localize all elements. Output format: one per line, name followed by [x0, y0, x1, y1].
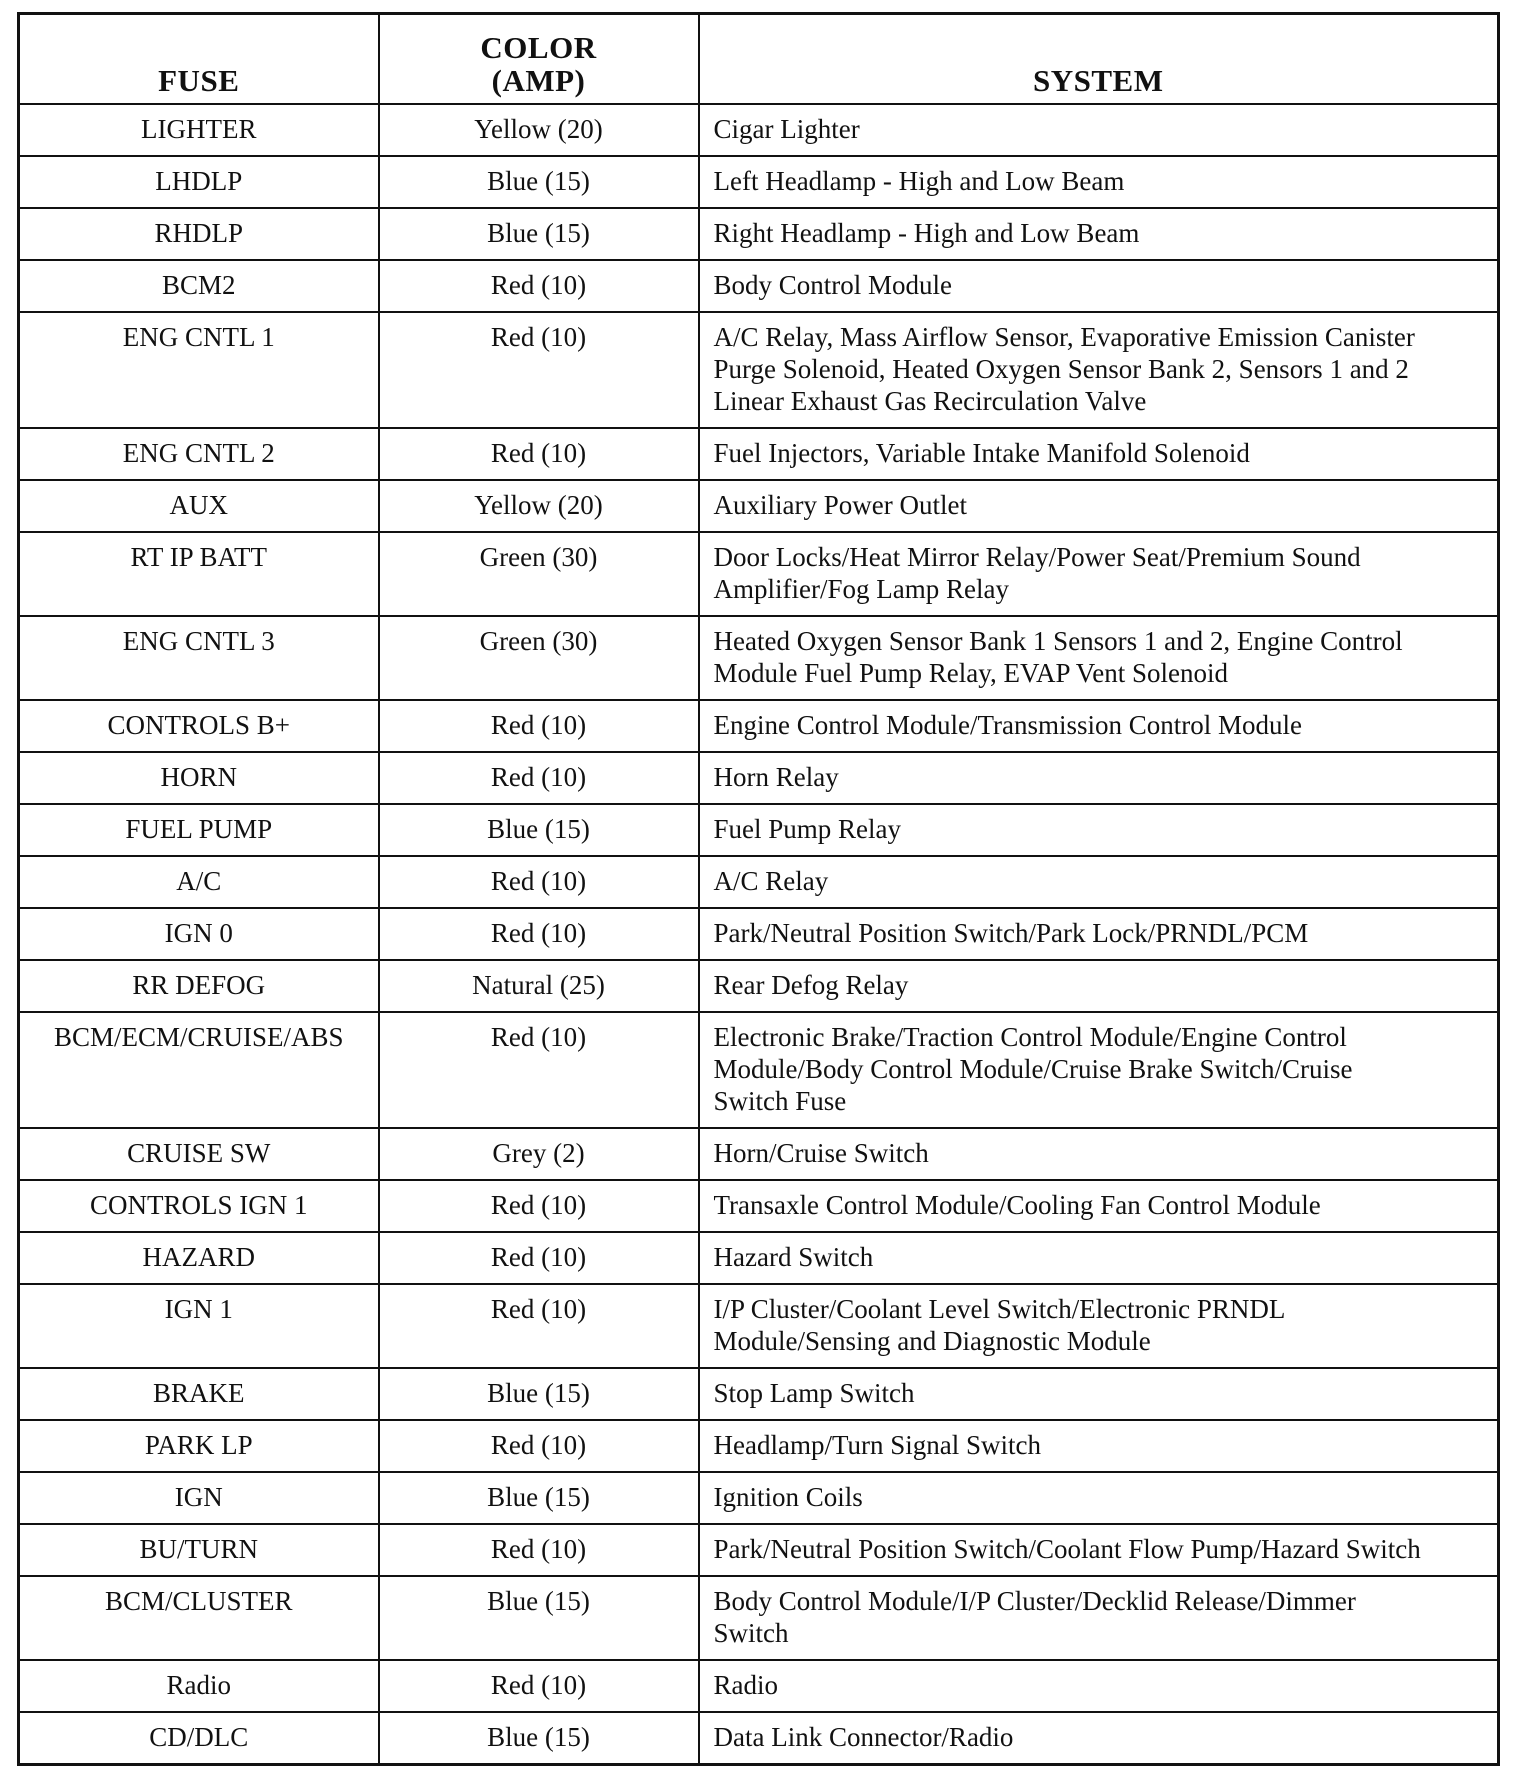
fuse-name-cell: BCM/ECM/CRUISE/ABS — [19, 1012, 379, 1128]
system-line: Linear Exhaust Gas Recirculation Valve — [713, 386, 1147, 416]
header-color-line1: COLOR — [480, 30, 597, 65]
fuse-system-cell — [699, 156, 1499, 208]
header-row — [19, 14, 1499, 105]
fuse-color-amp-cell: Green (30) — [379, 616, 699, 700]
fuse-color-amp-cell: Red (10) — [379, 752, 699, 804]
fuse-name-cell: ENG CNTL 1 — [19, 312, 379, 428]
table-row — [19, 1420, 1499, 1472]
fuse-color-amp-cell: Red (10) — [379, 1284, 699, 1368]
fuse-name-cell: HAZARD — [19, 1232, 379, 1284]
fuse-color-amp-cell: Blue (15) — [379, 156, 699, 208]
fuse-system-cell — [699, 1012, 1499, 1128]
system-line: Door Locks/Heat Mirror Relay/Power Seat/Premium Sound — [713, 542, 1361, 572]
fuse-system-cell — [699, 1284, 1499, 1368]
table-row — [19, 1284, 1499, 1368]
table-row — [19, 700, 1499, 752]
fuse-name-cell: FUEL PUMP — [19, 804, 379, 856]
table-row — [19, 1712, 1499, 1765]
table-row — [19, 104, 1499, 156]
table-row — [19, 908, 1499, 960]
fuse-system-cell — [699, 908, 1499, 960]
fuse-system-cell — [699, 616, 1499, 700]
table-row — [19, 804, 1499, 856]
system-line: Right Headlamp - High and Low Beam — [713, 218, 1140, 248]
fuse-name-cell: AUX — [19, 480, 379, 532]
fuse-system-cell — [699, 1472, 1499, 1524]
table-row — [19, 1472, 1499, 1524]
fuse-color-amp-cell: Red (10) — [379, 1660, 699, 1712]
system-line: Ignition Coils — [713, 1482, 863, 1512]
table-row — [19, 1524, 1499, 1576]
fuse-system-cell — [699, 532, 1499, 616]
table-row — [19, 1232, 1499, 1284]
system-line: Hazard Switch — [713, 1242, 874, 1272]
system-line: Module/Sensing and Diagnostic Module — [713, 1326, 1151, 1356]
fuse-name-cell: RR DEFOG — [19, 960, 379, 1012]
fuse-name-cell: LIGHTER — [19, 104, 379, 156]
fuse-system-cell — [699, 1576, 1499, 1660]
fuse-name-cell: ENG CNTL 2 — [19, 428, 379, 480]
table-row — [19, 1660, 1499, 1712]
system-line: Body Control Module — [713, 270, 953, 300]
system-line: Body Control Module/I/P Cluster/Decklid Release/Dimmer — [713, 1586, 1356, 1616]
fuse-name-cell: BU/TURN — [19, 1524, 379, 1576]
table-header — [19, 14, 1499, 105]
fuse-system-cell — [699, 1128, 1499, 1180]
fuse-system-cell — [699, 1660, 1499, 1712]
system-line: Switch — [713, 1618, 789, 1648]
system-line: I/P Cluster/Coolant Level Switch/Electronic PRNDL — [713, 1294, 1286, 1324]
table-row — [19, 1012, 1499, 1128]
table-row — [19, 428, 1499, 480]
system-line: Amplifier/Fog Lamp Relay — [713, 574, 1009, 604]
fuse-system-cell — [699, 1420, 1499, 1472]
table-row — [19, 1576, 1499, 1660]
fuse-system-cell — [699, 104, 1499, 156]
fuse-system-cell — [699, 1524, 1499, 1576]
fuse-name-cell: BRAKE — [19, 1368, 379, 1420]
table-row — [19, 752, 1499, 804]
fuse-table — [17, 12, 1500, 1766]
table-row — [19, 312, 1499, 428]
system-line: Headlamp/Turn Signal Switch — [713, 1430, 1041, 1460]
fuse-name-cell: HORN — [19, 752, 379, 804]
fuse-color-amp-cell: Grey (2) — [379, 1128, 699, 1180]
fuse-name-cell: RT IP BATT — [19, 532, 379, 616]
fuse-color-amp-cell: Red (10) — [379, 1232, 699, 1284]
system-line: Horn Relay — [713, 762, 839, 792]
fuse-name-cell: CONTROLS B+ — [19, 700, 379, 752]
fuse-color-amp-cell: Blue (15) — [379, 1712, 699, 1765]
fuse-color-amp-cell: Green (30) — [379, 532, 699, 616]
system-line: A/C Relay, Mass Airflow Sensor, Evaporative Emission Canister — [713, 322, 1415, 352]
system-line: Purge Solenoid, Heated Oxygen Sensor Bank 2, Sensors 1 and 2 — [713, 354, 1409, 384]
fuse-name-cell: IGN — [19, 1472, 379, 1524]
system-line: Park/Neutral Position Switch/Park Lock/PRNDL/PCM — [713, 918, 1309, 948]
system-line: Engine Control Module/Transmission Control Module — [713, 710, 1303, 740]
system-line: Horn/Cruise Switch — [713, 1138, 929, 1168]
system-line: Heated Oxygen Sensor Bank 1 Sensors 1 and 2, Engine Control — [713, 626, 1403, 656]
table-row — [19, 156, 1499, 208]
fuse-name-cell: RHDLP — [19, 208, 379, 260]
fuse-name-cell: LHDLP — [19, 156, 379, 208]
fuse-color-amp-cell: Natural (25) — [379, 960, 699, 1012]
fuse-color-amp-cell: Blue (15) — [379, 1576, 699, 1660]
system-line: Stop Lamp Switch — [713, 1378, 915, 1408]
system-line: Module Fuel Pump Relay, EVAP Vent Solenoid — [713, 658, 1229, 688]
fuse-name-cell: Radio — [19, 1660, 379, 1712]
fuse-name-cell: CONTROLS IGN 1 — [19, 1180, 379, 1232]
fuse-system-cell — [699, 752, 1499, 804]
fuse-color-amp-cell: Red (10) — [379, 908, 699, 960]
fuse-color-amp-cell: Yellow (20) — [379, 480, 699, 532]
system-line: Fuel Pump Relay — [713, 814, 901, 844]
fuse-name-cell: BCM/CLUSTER — [19, 1576, 379, 1660]
fuse-system-cell — [699, 1368, 1499, 1420]
system-line: Park/Neutral Position Switch/Coolant Flow Pump/Hazard Switch — [713, 1534, 1421, 1564]
system-line: Switch Fuse — [713, 1086, 847, 1116]
fuse-system-cell — [699, 260, 1499, 312]
table-row — [19, 532, 1499, 616]
table-row — [19, 616, 1499, 700]
header-color-line2: (AMP) — [491, 63, 586, 98]
fuse-system-cell — [699, 1180, 1499, 1232]
table-row — [19, 1368, 1499, 1420]
table-row — [19, 260, 1499, 312]
fuse-system-cell — [699, 428, 1499, 480]
fuse-color-amp-cell: Blue (15) — [379, 804, 699, 856]
fuse-system-cell — [699, 1712, 1499, 1765]
system-line: Rear Defog Relay — [713, 970, 909, 1000]
fuse-name-cell: IGN 1 — [19, 1284, 379, 1368]
fuse-color-amp-cell: Red (10) — [379, 428, 699, 480]
fuse-system-cell — [699, 700, 1499, 752]
system-line: A/C Relay — [713, 866, 829, 896]
fuse-color-amp-cell: Blue (15) — [379, 208, 699, 260]
system-line: Left Headlamp - High and Low Beam — [713, 166, 1125, 196]
table-row — [19, 208, 1499, 260]
header-fuse: FUSE — [19, 14, 379, 105]
fuse-name-cell: A/C — [19, 856, 379, 908]
fuse-system-cell — [699, 804, 1499, 856]
fuse-name-cell: ENG CNTL 3 — [19, 616, 379, 700]
system-line: Auxiliary Power Outlet — [713, 490, 967, 520]
fuse-system-cell — [699, 1232, 1499, 1284]
fuse-name-cell: IGN 0 — [19, 908, 379, 960]
fuse-name-cell: PARK LP — [19, 1420, 379, 1472]
system-line: Data Link Connector/Radio — [713, 1722, 1014, 1752]
fuse-name-cell: BCM2 — [19, 260, 379, 312]
table-row — [19, 1180, 1499, 1232]
fuse-system-cell — [699, 856, 1499, 908]
system-line: Electronic Brake/Traction Control Module/Engine Control — [713, 1022, 1347, 1052]
fuse-color-amp-cell: Blue (15) — [379, 1472, 699, 1524]
fuse-system-cell — [699, 480, 1499, 532]
fuse-color-amp-cell: Red (10) — [379, 1180, 699, 1232]
fuse-color-amp-cell: Red (10) — [379, 1524, 699, 1576]
header-system: SYSTEM — [699, 14, 1499, 105]
fuse-name-cell: CD/DLC — [19, 1712, 379, 1765]
fuse-color-amp-cell: Red (10) — [379, 312, 699, 428]
table-row — [19, 1128, 1499, 1180]
system-line: Transaxle Control Module/Cooling Fan Control Module — [713, 1190, 1321, 1220]
fuse-system-cell — [699, 208, 1499, 260]
system-line: Cigar Lighter — [713, 114, 860, 144]
fuse-color-amp-cell: Red (10) — [379, 700, 699, 752]
system-line: Fuel Injectors, Variable Intake Manifold Solenoid — [713, 438, 1250, 468]
header-color-amp — [379, 14, 699, 105]
fuse-system-cell — [699, 312, 1499, 428]
table-row — [19, 480, 1499, 532]
fuse-name-cell: CRUISE SW — [19, 1128, 379, 1180]
fuse-color-amp-cell: Red (10) — [379, 1420, 699, 1472]
fuse-color-amp-cell: Yellow (20) — [379, 104, 699, 156]
table-row — [19, 856, 1499, 908]
system-line: Radio — [713, 1670, 778, 1700]
fuse-system-cell — [699, 960, 1499, 1012]
fuse-color-amp-cell: Red (10) — [379, 856, 699, 908]
fuse-color-amp-cell: Blue (15) — [379, 1368, 699, 1420]
fuse-color-amp-cell: Red (10) — [379, 1012, 699, 1128]
table-row — [19, 960, 1499, 1012]
system-line: Module/Body Control Module/Cruise Brake Switch/Cruise — [713, 1054, 1353, 1084]
table-body — [19, 104, 1499, 1765]
fuse-color-amp-cell: Red (10) — [379, 260, 699, 312]
